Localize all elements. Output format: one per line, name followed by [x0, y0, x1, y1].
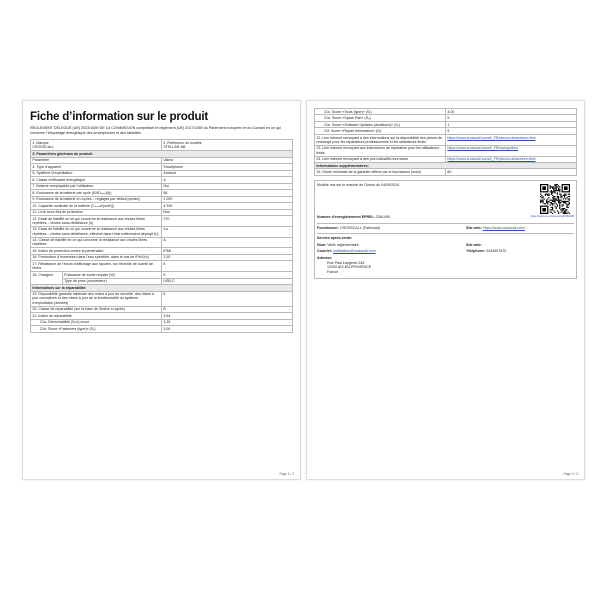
market-text: Modèle mis sur le marché de l’Union du 04/09/2024. — [317, 182, 401, 187]
table-row — [31, 226, 293, 237]
row-value: B — [162, 306, 293, 312]
aftersales-heading: Service après-vente: — [317, 236, 353, 241]
row-value: 270 — [162, 216, 293, 227]
row-label: 15. Indice de protection contre la pénétration — [31, 248, 162, 254]
website-label: Site web: — [466, 225, 482, 230]
row-label: 11. Livré avec étui de protection — [31, 209, 162, 215]
brand-cell — [31, 140, 162, 151]
warranty-value: 60 — [446, 169, 577, 175]
row-label: 5. Système d’exploitation — [31, 170, 162, 176]
model-cell — [162, 140, 293, 151]
row-label: 6. Classe d’efficacité énergétique — [31, 177, 162, 183]
eprel-card — [314, 180, 577, 279]
brand-value: CROSSCALL — [32, 145, 55, 150]
product-info-table — [30, 139, 293, 332]
supplier-label: Fournisseur: — [317, 225, 339, 230]
website-link[interactable]: https://www.crosscall.com/ — [482, 225, 525, 230]
row-value: 5 — [446, 128, 577, 134]
table-row — [31, 216, 293, 227]
row-label: 23. Lien internet renvoyant aux instructions de réparation pour les utilisateurs finals — [315, 145, 446, 156]
charger-row — [31, 272, 293, 285]
regulation-text: RÈGLEMENT DÉLÉGUÉ (UE) 2023/1669 DE LA COMMISSION complétant le règlement (UE) 2017/1369 du Parlement européen et du Conseil en ce qui concerne l’étiquetage énergétique des smartphones et des tablettes — [30, 126, 281, 135]
document-page-1 — [22, 100, 301, 480]
row-value: Non — [162, 209, 293, 215]
charger-power-value: 5 — [162, 272, 292, 278]
email-link[interactable]: notification@crosscall.com — [332, 248, 376, 253]
row-label: 17. Résistance de l’écran d’affichage aux rayures, sur l’échelle de dureté de Mohs — [31, 261, 162, 272]
row-value: 4,00 — [446, 109, 577, 115]
row-label: 19. Disponibilité garantie minimale des mises à jour de sécurité, des mises à jour correctives et des mises à jour de la fonctionnalité du système d’exploitation [années] — [31, 291, 162, 306]
eprel-label: Numéro d’enregistrement EPREL: — [317, 215, 375, 220]
row-value: 3,35 — [162, 319, 293, 325]
row-value: Android — [162, 170, 293, 176]
page-number: Page 2 / 2 — [563, 472, 578, 476]
table-row — [315, 134, 577, 145]
address-line-1: Rue Paul Langevin 245 — [327, 260, 365, 265]
row-label: 21a. Démontabilité (S₍d₎) score — [31, 319, 162, 325]
warranty-label: 25. Durée minimale de la garantie offerte par le fournisseur [mois] — [315, 169, 446, 175]
section-general-heading: 3. Paramètres généraux du produit: — [31, 151, 293, 157]
row-value: IP68 — [162, 248, 293, 254]
row-value: 56 — [162, 190, 293, 196]
row-label: 21f. Score «Repair Information» (Sᵢ) — [315, 128, 446, 134]
row-label: 4. Type d’appareil — [31, 164, 162, 170]
row-label: 16. Profondeur d’immersion dans l’eau spécifiée, dans le cas de IPx8 [m] — [31, 254, 162, 260]
row-value: Oui — [162, 183, 293, 189]
row-link[interactable]: https://www.crosscall.com/fr_FR/userguides/ — [446, 145, 577, 156]
row-label: 22. Lien internet renvoyant à des informations sur la disponibilité des pièces de rechange pour les réparateurs professionnels et les utilisateurs finals — [315, 134, 446, 145]
row-link[interactable]: https://www.crosscall.com/fr_FR/pieces-detachees.html — [446, 134, 577, 145]
site-label: Site web: — [466, 242, 482, 247]
qr-code-icon[interactable] — [540, 184, 570, 214]
row-label: 7. Batterie remplaçable par l’utilisateur — [31, 183, 162, 189]
row-label: 13. Essai de fiabilité en ce qui concerne la résistance aux chutes libres répétées – chutes sans défaillance, effectué dans l’état entièrement déployé [n] — [31, 226, 162, 237]
table-row — [31, 291, 293, 306]
charger-plug-value: USB-C — [163, 279, 175, 284]
row-link[interactable]: https://www.crosscall.com/fr_FR/pieces-detachees.html — [446, 156, 577, 162]
row-value: 3,00 — [162, 326, 293, 332]
model-label: 2. Référence du modèle — [163, 141, 202, 145]
param-header: Paramètre — [31, 157, 162, 163]
phone-value: 0442607570 — [486, 248, 507, 253]
eprel-value: 2361490 — [375, 215, 390, 220]
row-value: 1 — [446, 121, 577, 127]
name-label: Nom: — [317, 242, 327, 247]
section-repair-heading: Informations sur la réparabilité: — [31, 285, 293, 291]
row-label: 21c. Score «Tools (type)» (Sₜ) — [315, 109, 446, 115]
supplier-value: CROSSCALL (Fabricant) — [339, 225, 380, 230]
table-row — [31, 326, 293, 332]
row-label: 24. Lien internet renvoyant à des prix indicatifs hors taxes — [315, 156, 446, 162]
row-label: 14. Classe de fiabilité en ce qui concerne la résistance aux chutes libres répétées — [31, 237, 162, 248]
repairability-table — [314, 108, 577, 176]
row-label: 21e. Score «Software Updates (durations)» (Sᵤ) — [315, 121, 446, 127]
document-page-2 — [306, 100, 585, 480]
charger-power-label: Puissance de sortie requise [W] — [62, 272, 161, 278]
row-label: 20. Classe de réparabilité (sur la base de l’indice ci-après) — [31, 306, 162, 312]
charger-label: 18. Chargeur — [31, 272, 62, 284]
name-value: Veille réglementaire — [327, 242, 359, 247]
document-title: Fiche d’information sur le produit — [30, 110, 209, 123]
table-row — [31, 237, 293, 248]
row-value: A — [162, 237, 293, 248]
address-line-2: 13290 AIX-EN-PROVENCE — [327, 265, 372, 270]
address-line-3: France — [327, 269, 339, 274]
brand-model-row — [31, 140, 293, 151]
address-label: Adresse: — [317, 256, 333, 261]
row-value: 4 330 — [162, 203, 293, 209]
section-extra-heading: Informations supplémentaires: — [315, 162, 577, 168]
table-row — [315, 169, 577, 175]
phone-label: Téléphone: — [466, 248, 486, 253]
table-row — [315, 145, 577, 156]
row-label: 21b. Score «Fasteners (type)» (Sₓ) — [31, 326, 162, 332]
row-value: Smartphone — [162, 164, 293, 170]
brand-label: 1. Marque — [32, 141, 49, 145]
row-value: s.o. — [162, 226, 293, 237]
row-value: 6 — [162, 261, 293, 272]
row-label: 10. Capacité nominale de la batterie (C₍ᵣₐₜₑd₎[mAh]) — [31, 203, 162, 209]
row-label: 8. Endurance de la batterie par cycle (END₍ₚₑᵣ₎[h]) — [31, 190, 162, 196]
row-label: 9. Endurance de la batterie en cycles – réglages par défaut [cycles] — [31, 196, 162, 202]
supplier-row — [317, 223, 574, 230]
table-row — [31, 261, 293, 272]
row-value: 1 000 — [162, 196, 293, 202]
row-label: 21d. Score «Spare Part» (Sₚ) — [315, 115, 446, 121]
row-label: 21. Indice de réparabilité — [31, 313, 162, 319]
value-header: Valeur — [162, 157, 293, 163]
row-value: 3,54 — [162, 313, 293, 319]
row-value: 5 — [162, 291, 293, 306]
row-value: A — [162, 177, 293, 183]
qr-caption[interactable]: https://eprel.ec.europa.eu/qr/2361490 — [530, 214, 574, 218]
charger-plug-label: Type de prise (connecteur) — [64, 279, 107, 284]
page-number: Page 1 / 2 — [279, 472, 294, 476]
row-value: 1,50 — [162, 254, 293, 260]
row-value: 5 — [446, 115, 577, 121]
model-value: STELLAR-M6 — [163, 145, 186, 150]
row-label: 12. Essai de fiabilité en ce qui concerne la résistance aux chutes libres répétées – chutes sans défaillance [n] — [31, 216, 162, 227]
email-label: Courriel: — [317, 248, 332, 253]
